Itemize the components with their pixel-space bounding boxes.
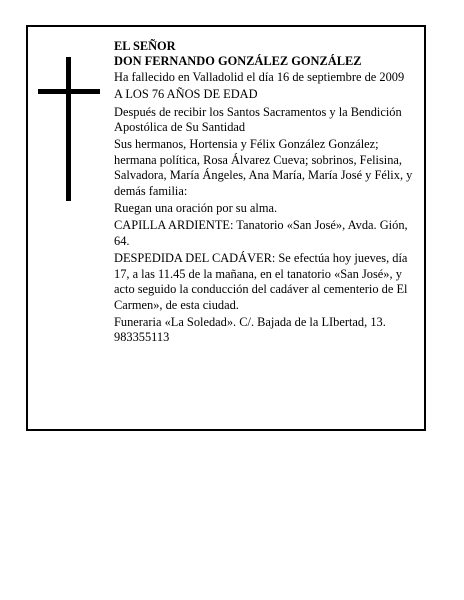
chapel-info: CAPILLA ARDIENTE: Tanatorio «San José», Avda. Gión, 64. (114, 218, 408, 248)
cross-horizontal-bar (38, 89, 100, 94)
family-statement: Sus hermanos, Hortensia y Félix González González; hermana política, Rosa Álvarez Cueva; sobrinos, Felisina, Salvadora, María Ángeles, Ana María, María José y Félix, y demás familia: (114, 137, 413, 198)
sacraments-statement: Después de recibir los Santos Sacramentos y la Bendición Apostólica de Su Santidad (114, 104, 402, 135)
obituary-notice (26, 25, 426, 431)
age-statement: A LOS 76 AÑOS DE EDAD (114, 87, 258, 102)
deceased-name: DON FERNANDO GONZÁLEZ GONZÁLEZ (114, 54, 362, 69)
cross-icon (38, 57, 100, 201)
prayer-statement: Ruegan una oración por su alma. (114, 201, 278, 216)
notice-title: EL SEÑOR (114, 39, 176, 53)
farewell-info: DESPEDIDA DEL CADÁVER: Se efectúa hoy jueves, día 17, a las 11.45 de la mañana, en el tanatorio «San José», y acto seguido la conducción del cadáver al cementerio de El Carmen», de esta ciudad. (114, 251, 408, 312)
cross-vertical-bar (66, 57, 71, 201)
funeral-home-info: Funeraria «La Soledad». C/. Bajada de la LIbertad, 13. 983355113 (114, 314, 386, 345)
notice-text (114, 39, 420, 346)
death-statement: Ha fallecido en Valladolid el día 16 de septiembre de 2009 (114, 69, 405, 84)
